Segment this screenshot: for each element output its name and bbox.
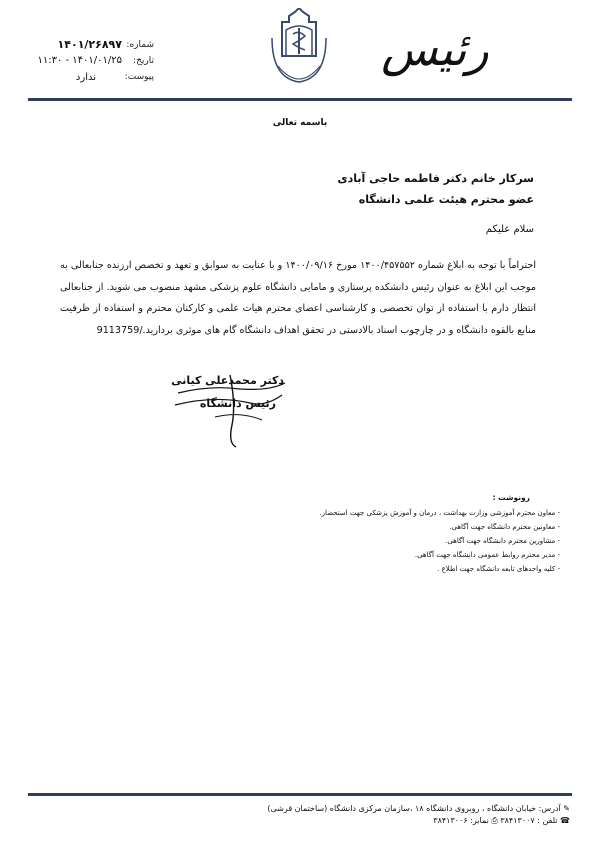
list-item: - مشاورین محترم دانشگاه جهت آگاهی. bbox=[445, 537, 560, 545]
president-calligraphy-logo bbox=[365, 10, 505, 85]
basmala: باسمه تعالی bbox=[272, 118, 328, 128]
signer-title: رئیس دانشگاه bbox=[199, 397, 276, 410]
letter-body bbox=[60, 255, 536, 341]
fax-icon: ⎙ bbox=[491, 816, 498, 825]
signer-name: دکتر محمدعلی کیانی bbox=[171, 374, 284, 387]
phone-text: تلفن : ۳۸۴۱۳۰۰۷ bbox=[500, 816, 558, 825]
svg-text:رئیس: رئیس bbox=[381, 22, 489, 76]
footer-contacts bbox=[433, 816, 570, 826]
university-emblem-icon bbox=[262, 8, 336, 92]
cc-heading: رونوشت : bbox=[492, 493, 530, 502]
pen-icon: ✎ bbox=[563, 804, 570, 813]
greeting: سلام علیکم bbox=[485, 224, 534, 235]
date-label: تاریخ: bbox=[133, 56, 154, 66]
list-item: - کلیه واحدهای تابعه دانشگاه جهت اطلاع . bbox=[437, 565, 560, 573]
recipient-name: سرکار خانم دکتر فاطمه حاجی آبادی bbox=[337, 172, 534, 185]
list-item: - معاون محترم آموزشی وزارت بهداشت ، درمان و آموزش پزشکی جهت استحضار. bbox=[319, 509, 560, 517]
cc-list bbox=[140, 506, 560, 576]
fax-text: نمابر: ۳۸۴۱۳۰۰۶ bbox=[433, 816, 489, 825]
header-divider bbox=[28, 98, 572, 101]
footer-divider bbox=[28, 793, 572, 796]
attachment-value: ندارد bbox=[75, 72, 96, 83]
number-label: شماره: bbox=[126, 40, 154, 50]
reference-number: 9113759 bbox=[96, 324, 140, 336]
address-text: آدرس: خیابان دانشگاه ، روبروی دانشگاه ۱۸ ،سازمان مرکزی دانشگاه (ساختمان قرشی) bbox=[267, 804, 561, 813]
list-item: - معاونین محترم دانشگاه جهت آگاهی. bbox=[449, 523, 560, 531]
letter-date: ۱۴۰۱/۰۱/۲۵ - ۱۱:۳۰ bbox=[37, 55, 122, 66]
letter-number: ۱۴۰۱/۲۶۸۹۷ bbox=[57, 38, 122, 51]
footer-address bbox=[267, 804, 570, 813]
recipient-title: عضو محترم هیئت علمی دانشگاه bbox=[358, 193, 534, 206]
list-item: - مدیر محترم روابط عمومی دانشگاه جهت آگاهی. bbox=[414, 551, 560, 559]
phone-icon: ☎ bbox=[560, 816, 570, 825]
letter-body-text: احتراماً با توجه به ابلاغ شماره ۱۴۰۰/۴۵۷۵۵۲ مورخ ۱۴۰۰/۰۹/۱۶ و با عنایت به سوابق و تعهد و تخصص ارزنده جنابعالی به موجب این ابلاغ به عنوان رئیس دانشکده پرستاری و مامایی دانشگاه علوم پزشکی مشهد منصوب می شوید. از جنابعالی انتظار دارم با استفاده از توان تخصصی و کارشناسی اعضای محترم هیات علمی و کارکنان محترم و استفاده از ظرفیت منابع بالقوه دانشگاه و در چارچوب اسناد بالادستی در تحقق اهداف دانشگاه گام های موثری بردارید./ bbox=[60, 260, 536, 336]
attachment-label: پیوست: bbox=[124, 72, 154, 82]
